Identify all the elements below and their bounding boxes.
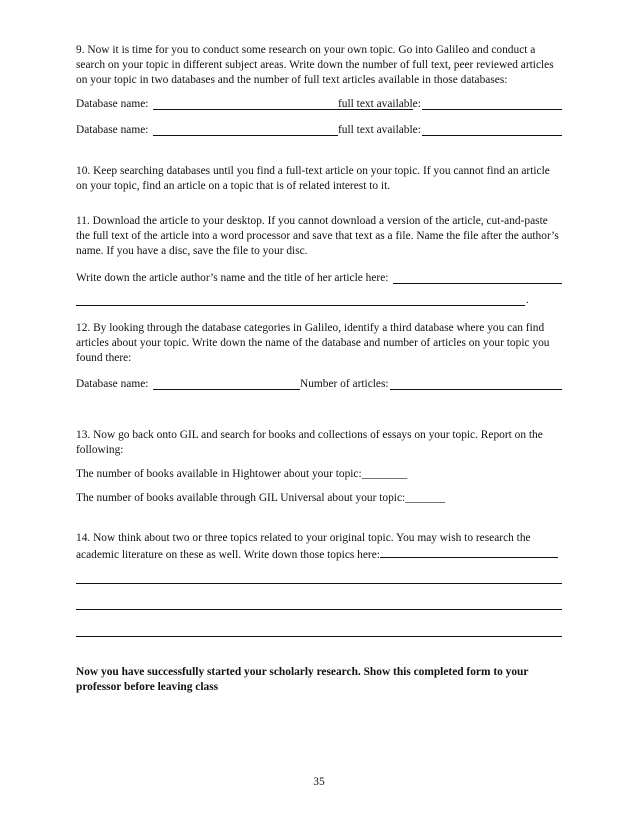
question-9-text: 9. Now it is time for you to conduct some research on your own topic. Go into Galileo and conduct a search on your topic in different subject areas. Write down the number of full text, peer reviewed articles on your topic in two databases and the number of full text articles available in those databases: [76,44,554,87]
gil-universal-books-line: The number of books available through GIL Universal about your topic:_______ [76,492,446,504]
q12-database-row [76,377,562,392]
question-14-text [76,531,562,563]
database-name-label: Database name: [76,124,149,136]
q9-database-row-1 [76,97,562,112]
related-topics-blank[interactable] [380,546,558,558]
q11-author-row [76,271,562,286]
question-14-prompt: 14. Now think about two or three topics related to your original topic. You may wish to research the academic literature on these as well. Write down those topics here: [76,532,531,562]
question-10-text: 10. Keep searching databases until you find a full-text article on your topic. If you cannot find an article on your topic, find an article on a topic that is of related interest to it. [76,165,550,193]
hightower-books-line: The number of books available in Hightower about your topic:________ [76,468,408,480]
question-12-text: 12. By looking through the database categories in Galileo, identify a third database where you can find articles about your topic. Write down the name of the database and number of articles on your topic you found there: [76,322,550,365]
related-topics-line-2[interactable] [76,609,562,610]
full-text-available-label: full text available: [338,98,421,110]
full-text-available-blank[interactable] [422,97,562,110]
author-title-blank[interactable] [393,271,562,284]
author-title-prompt: Write down the article author’s name and the title of her article here: [76,272,389,284]
end-period: . [526,294,529,306]
closing-instruction: Now you have successfully started your scholarly research. Show this completed form to your professor before leaving class [76,666,529,694]
author-title-continuation-blank[interactable] [76,293,525,306]
page-number: 35 [313,776,325,788]
full-text-available-label: full text available: [338,124,421,136]
database-name-label: Database name: [76,98,149,110]
number-of-articles-blank[interactable] [390,377,562,390]
question-13-text: 13. Now go back onto GIL and search for books and collections of essays on your topic. Report on the following: [76,429,543,457]
database-name-label: Database name: [76,378,149,390]
q9-database-row-2 [76,123,562,138]
related-topics-line-1[interactable] [76,583,562,584]
number-of-articles-label: Number of articles: [300,378,389,390]
full-text-available-blank[interactable] [422,123,562,136]
database-name-blank[interactable] [153,377,300,390]
q11-continuation-row [76,293,562,308]
question-11-text: 11. Download the article to your desktop. If you cannot download a version of the article, cut-and-paste the full text of the article into a word processor and save that text as a file. Name the file after the author’s name. If you have a disc, save the file to your disc. [76,215,559,258]
related-topics-line-3[interactable] [76,636,562,637]
database-name-blank[interactable] [153,123,338,136]
